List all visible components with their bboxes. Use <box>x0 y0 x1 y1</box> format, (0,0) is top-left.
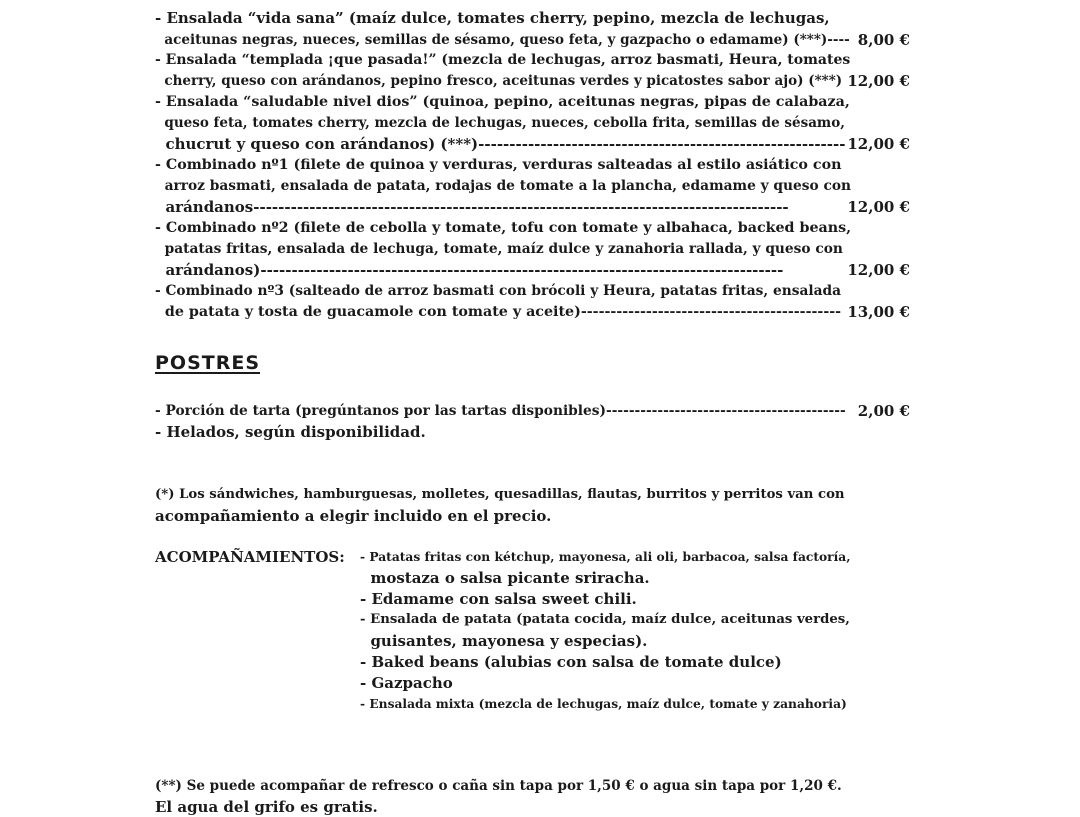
menu-item-line: arroz basmati, ensalada de patata, rodajas de tomate a la plancha, edamame y queso con <box>155 178 851 194</box>
dessert-price: 2,00 € <box>857 402 910 420</box>
menu-item-line: queso feta, tomates cherry, mezcla de lechugas, nueces, cebolla frita, semillas de sésamo, <box>155 115 845 131</box>
side-item: guisantes, mayonesa y especias). <box>360 632 648 650</box>
side-item: - Baked beans (alubias con salsa de tomate dulce) <box>360 653 782 671</box>
menu-item-line: chucrut y queso con arándanos) (***)----------------------------------------------------------- <box>155 135 846 153</box>
side-item: - Patatas fritas con kétchup, mayonesa, ali oli, barbacoa, salsa factoría, <box>360 549 851 564</box>
menu-item-price: 12,00 € <box>847 135 910 153</box>
menu-item-line: - Combinado nº3 (salteado de arroz basmati con brócoli y Heura, patatas fritas, ensalada <box>155 283 842 299</box>
menu-item-line: arándanos)------------------------------------------------------------------------------------ <box>155 261 784 279</box>
menu-item-line: cherry, queso con arándanos, pepino fresco, aceitunas verdes y picatostes sabor ajo) (***) <box>155 73 843 89</box>
menu-item-price: 12,00 € <box>847 261 910 279</box>
dessert-item: - Helados, según disponibilidad. <box>155 423 426 441</box>
menu-item-line: - Combinado nº1 (filete de quinoa y verduras, verduras salteadas al estilo asiático con <box>155 157 842 173</box>
sides-label: ACOMPAÑAMIENTOS: <box>155 548 345 566</box>
menu-item-line: - Ensalada “templada ¡que pasada!” (mezcla de lechugas, arroz basmati, Heura, tomates <box>155 52 851 68</box>
note-sandwiches: (*) Los sándwiches, hamburguesas, molletes, quesadillas, flautas, burritos y perritos van con <box>155 487 845 502</box>
menu-item-price: 13,00 € <box>847 303 910 321</box>
section-heading-postres: POSTRES <box>155 352 261 374</box>
note-drinks: (**) Se puede acompañar de refresco o caña sin tapa por 1,50 € o agua sin tapa por 1,20 €. <box>155 778 842 794</box>
dessert-item: - Porción de tarta (pregúntanos por las tartas disponibles)------------------------------------------ <box>155 403 846 419</box>
menu-item-price: 8,00 € <box>857 31 910 49</box>
side-item: mostaza o salsa picante sriracha. <box>360 569 650 587</box>
menu-item-line: - Ensalada “vida sana” (maíz dulce, tomates cherry, pepino, mezcla de lechugas, <box>155 9 830 27</box>
side-item: - Ensalada de patata (patata cocida, maíz dulce, aceitunas verdes, <box>360 612 850 627</box>
menu-item-line: - Ensalada “saludable nivel dios” (quinoa, pepino, aceitunas negras, pipas de calabaza, <box>155 94 850 110</box>
side-item: - Gazpacho <box>360 674 453 692</box>
side-item: - Edamame con salsa sweet chili. <box>360 590 637 608</box>
note-sandwiches: acompañamiento a elegir incluido en el precio. <box>155 507 552 525</box>
menu-item-price: 12,00 € <box>847 72 910 90</box>
menu-item-line: arándanos-------------------------------------------------------------------------------------- <box>155 198 789 216</box>
menu-item-line: aceitunas negras, nueces, semillas de sésamo, queso feta, y gazpacho o edamame) (***)---- <box>155 32 850 48</box>
note-tap-water: El agua del grifo es gratis. <box>155 798 378 816</box>
side-item: - Ensalada mixta (mezcla de lechugas, maíz dulce, tomate y zanahoria) <box>360 696 847 711</box>
menu-item-line: - Combinado nº2 (filete de cebolla y tomate, tofu con tomate y albahaca, backed beans, <box>155 220 852 236</box>
menu-item-line: patatas fritas, ensalada de lechuga, tomate, maíz dulce y zanahoria rallada, y queso con <box>155 241 843 257</box>
menu-item-price: 12,00 € <box>847 198 910 216</box>
menu-item-line: de patata y tosta de guacamole con tomate y aceite)-------------------------------------------- <box>155 304 842 320</box>
